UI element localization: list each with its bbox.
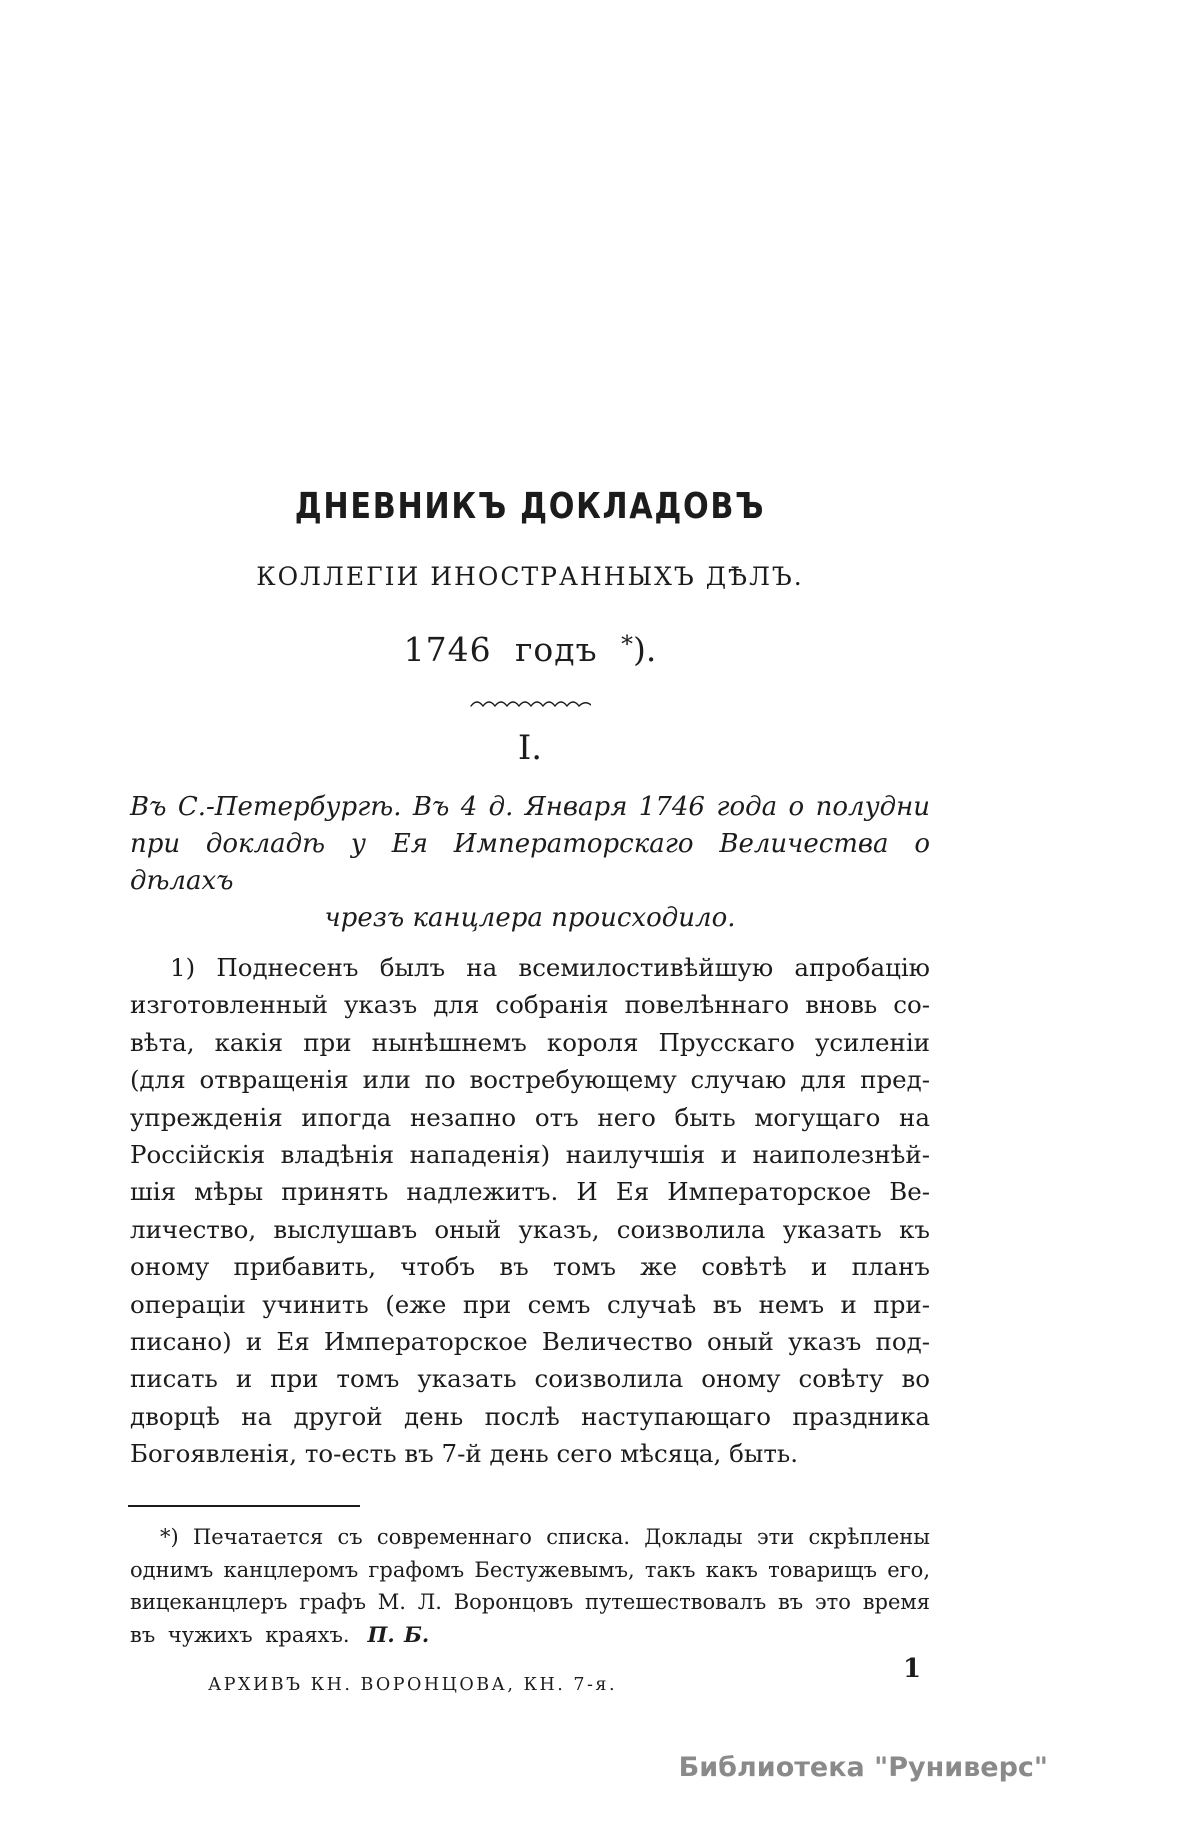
running-footer: АРХИВЪ КН. ВОРОНЦОВА, КН. 7-я. [208,1675,618,1695]
section-number: I. [517,728,543,768]
body-line: личество, выслушавъ оный указъ, соизволила указать къ [130,1214,930,1244]
body-line: дворцѣ на другой день послѣ наступающаго праздника [130,1401,930,1431]
body-line: вѣта, какія при нынѣшнемъ короля Прусскаго усиленіи [130,1027,930,1057]
footnote-line: вицеканцлеръ графъ М. Л. Воронцовъ путешествовалъ въ это время [130,1590,930,1615]
body-line: шія мѣры принять надлежитъ. И Ея Императорское Ве- [130,1177,930,1207]
body-line: писано) и Ея Императорское Величество оный указъ под- [130,1327,930,1357]
body-line: Богоявленія, то-есть въ 7-й день сего мѣсяца, быть. [130,1439,798,1469]
body-line: Россійскія владѣнія нападенія) наилучшія и наиполезнѣй- [130,1140,930,1170]
body-line: (для отвращенія или по востребующему случаю для пред- [130,1065,930,1095]
footnote-line: *) Печатается съ современнаго списка. Доклады эти скрѣплены [160,1525,930,1549]
library-watermark: Библиотека "Руниверс" [678,1752,1048,1783]
footnote-signature: П. Б. [367,1621,430,1647]
footnote-line: однимъ канцлеромъ графомъ Бестужевымъ, такъ какъ товарищъ его, [130,1557,930,1582]
page-title: ДНЕВНИКЪ ДОКЛАДОВЪ [294,486,766,527]
footnote-lines [130,1521,930,1619]
page-number: 1 [903,1654,922,1684]
footnote [130,1521,930,1651]
footnote-mark-rest: ). [632,630,657,669]
dateline-line: чрезъ канцлера происходило. [324,903,736,933]
footnote-last-text: въ чужихъ краяхъ. [130,1622,350,1647]
year-text: 1746 годъ [403,630,598,669]
page-subtitle: КОЛЛЕГІИ ИНОСТРАННЫХЪ ДѢЛЪ. [256,562,804,591]
year-line [130,630,930,669]
dateline-heading [130,789,930,937]
dateline-line: при докладѣ у Ея Императорскаго Величества о дѣлахъ [130,829,930,896]
wavy-divider-icon [130,697,930,711]
body-line: оному прибавить, чтобъ въ томъ же совѣтѣ и планъ [130,1252,930,1282]
footnote-last-line [130,1619,930,1652]
dateline-line: Въ С.-Петербургѣ. Въ 4 д. Января 1746 года о полудни [130,792,930,822]
body-line: изготовленный указъ для собранія повелѣннаго вновь со- [130,990,930,1020]
footnote-separator [128,1505,360,1507]
footnote-asterisk: * [621,630,633,658]
body-line: писать и при томъ указать соизволила оному совѣту во [130,1364,930,1394]
body-line: 1) Поднесенъ былъ на всемилостивѣйшую апробацію [170,953,930,982]
body-line: операціи учинить (еже при семъ случаѣ въ немъ и при- [130,1289,930,1319]
body-line: упрежденія ипогда незапно отъ него быть могущаго на [130,1102,930,1132]
body-paragraph [130,949,930,1473]
